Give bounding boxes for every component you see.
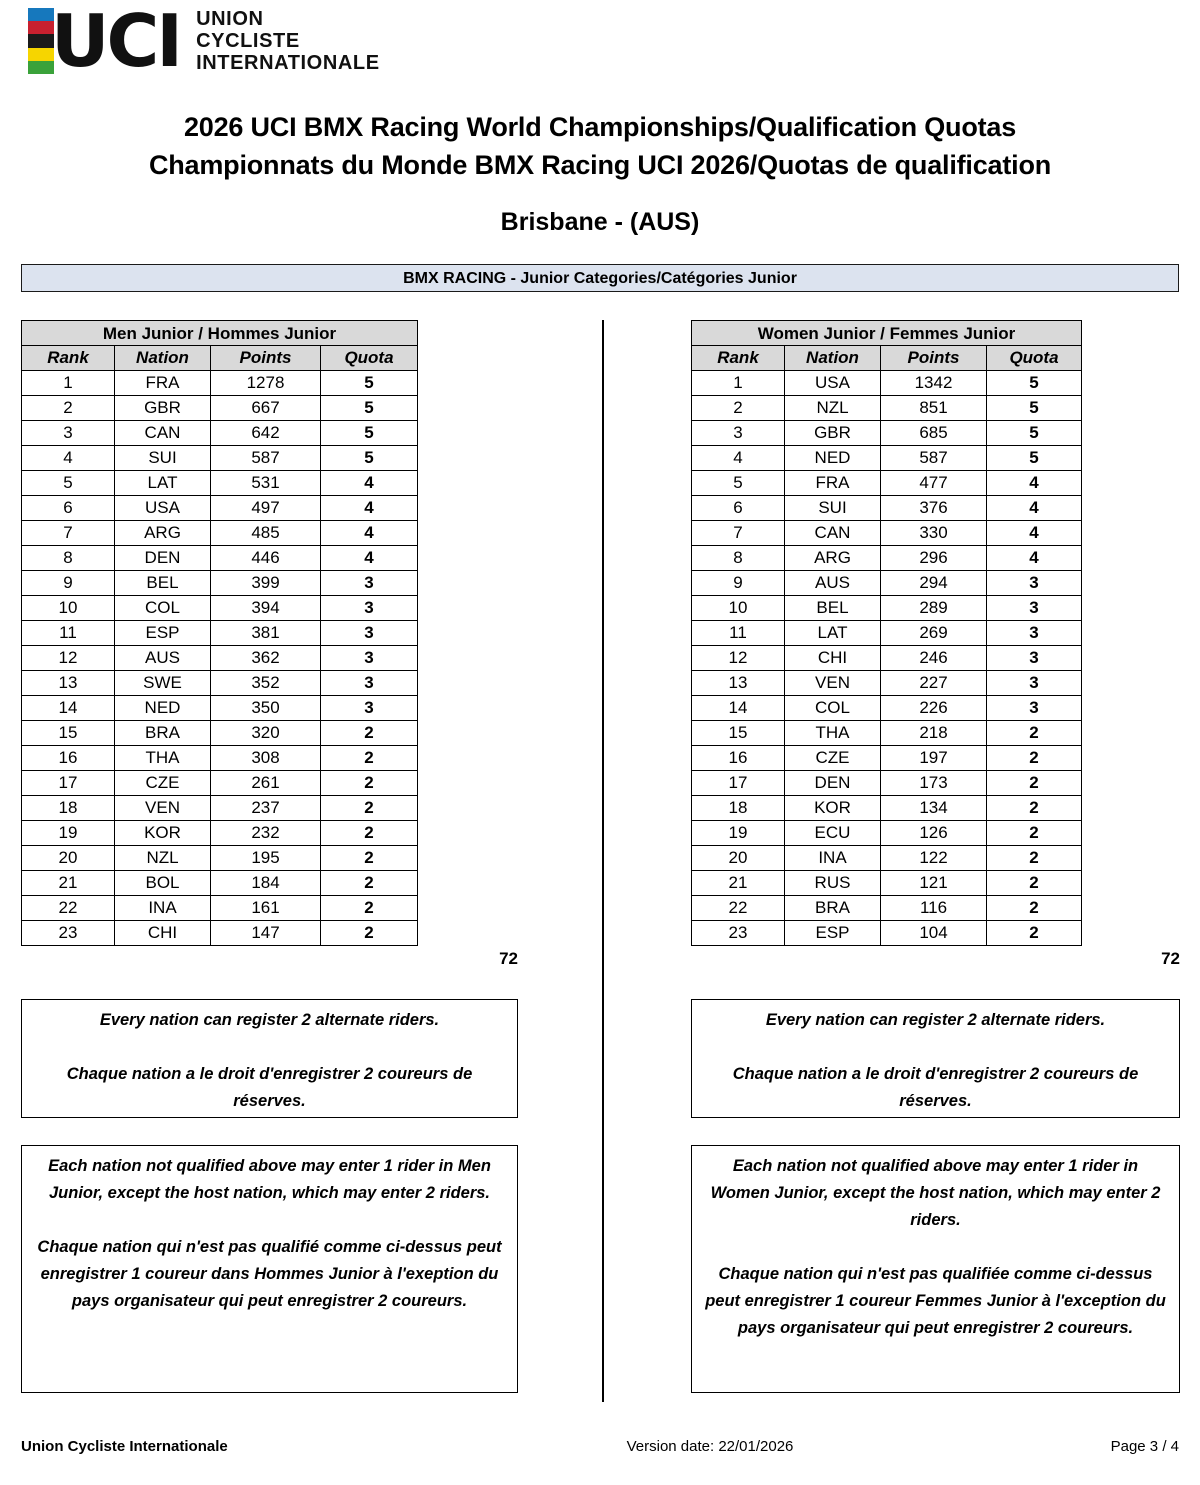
uci-logo-wordmark: [196, 8, 380, 74]
column-divider: [602, 320, 604, 1402]
cell-nation: SUI: [115, 446, 211, 471]
cell-points: 320: [211, 721, 321, 746]
cell-points: 237: [211, 796, 321, 821]
men-alternates-note: Every nation can register 2 alternate riders. Chaque nation a le droit d'enregistrer 2 coureurs de réserves.: [21, 999, 518, 1118]
cell-quota: 2: [987, 871, 1082, 896]
cell-nation: RUS: [785, 871, 881, 896]
cell-rank: 5: [22, 471, 115, 496]
spacer: [21, 972, 518, 999]
cell-quota: 2: [987, 771, 1082, 796]
table-row: [692, 721, 1082, 746]
table-row: [692, 646, 1082, 671]
table-row: [692, 896, 1082, 921]
cell-rank: 19: [692, 821, 785, 846]
cell-quota: 5: [987, 446, 1082, 471]
column-header-quota: Quota: [987, 346, 1082, 371]
cell-points: 308: [211, 746, 321, 771]
table-row: [22, 646, 418, 671]
cell-nation: GBR: [115, 396, 211, 421]
cell-rank: 8: [692, 546, 785, 571]
cell-quota: 2: [321, 921, 418, 946]
cell-points: 161: [211, 896, 321, 921]
table-row: [692, 671, 1082, 696]
table-row: [22, 571, 418, 596]
table-row: [22, 671, 418, 696]
cell-points: 376: [881, 496, 987, 521]
table-row: [22, 496, 418, 521]
uci-logo-mark: UCI: [51, 0, 181, 83]
title-line-french: Championnats du Monde BMX Racing UCI 2026/Quotas de qualification: [148, 150, 1052, 180]
table-row: [22, 721, 418, 746]
cell-nation: INA: [785, 846, 881, 871]
cell-quota: 5: [321, 446, 418, 471]
cell-points: 330: [881, 521, 987, 546]
table-row: [22, 846, 418, 871]
cell-quota: 2: [987, 721, 1082, 746]
uci-logo-word-internationale: INTERNATIONALE: [196, 52, 380, 74]
cell-quota: 2: [987, 796, 1082, 821]
cell-points: 477: [881, 471, 987, 496]
cell-nation: AUS: [115, 646, 211, 671]
cell-points: 296: [881, 546, 987, 571]
column-header-quota: Quota: [321, 346, 418, 371]
cell-points: 173: [881, 771, 987, 796]
cell-rank: 23: [22, 921, 115, 946]
cell-nation: DEN: [115, 546, 211, 571]
cell-points: 269: [881, 621, 987, 646]
cell-quota: 5: [321, 421, 418, 446]
cell-points: 134: [881, 796, 987, 821]
table-row: [692, 521, 1082, 546]
table-row: [22, 896, 418, 921]
venue-label: Brisbane - (AUS): [500, 208, 700, 236]
cell-nation: CZE: [115, 771, 211, 796]
cell-rank: 15: [22, 721, 115, 746]
cell-points: 362: [211, 646, 321, 671]
cell-quota: 4: [987, 521, 1082, 546]
cell-rank: 1: [692, 371, 785, 396]
cell-nation: KOR: [785, 796, 881, 821]
cell-points: 294: [881, 571, 987, 596]
table-header-row: [692, 346, 1082, 371]
cell-nation: ARG: [115, 521, 211, 546]
cell-nation: NED: [115, 696, 211, 721]
cell-nation: AUS: [785, 571, 881, 596]
footer-organisation: Union Cycliste Internationale: [21, 1438, 228, 1455]
table-row: [692, 846, 1082, 871]
cell-quota: 3: [987, 696, 1082, 721]
women-junior-table-caption: Women Junior / Femmes Junior: [691, 320, 1082, 345]
cell-rank: 7: [22, 521, 115, 546]
cell-rank: 6: [22, 496, 115, 521]
cell-nation: NED: [785, 446, 881, 471]
table-row: [22, 421, 418, 446]
uci-logo-word-union: UNION: [196, 8, 264, 30]
cell-points: 587: [211, 446, 321, 471]
section-banner: BMX RACING - Junior Categories/Catégories Junior: [21, 264, 1179, 292]
cell-quota: 2: [987, 746, 1082, 771]
cell-nation: LAT: [115, 471, 211, 496]
cell-quota: 2: [321, 796, 418, 821]
cell-nation: KOR: [115, 821, 211, 846]
cell-points: 1342: [881, 371, 987, 396]
cell-rank: 22: [692, 896, 785, 921]
cell-rank: 6: [692, 496, 785, 521]
cell-points: 147: [211, 921, 321, 946]
table-row: [692, 371, 1082, 396]
women-junior-quota-total: 72: [1161, 949, 1180, 968]
cell-quota: 4: [321, 471, 418, 496]
table-row: [692, 571, 1082, 596]
cell-rank: 2: [692, 396, 785, 421]
cell-nation: BEL: [115, 571, 211, 596]
table-row: [692, 821, 1082, 846]
cell-rank: 15: [692, 721, 785, 746]
column-header-nation: Nation: [115, 346, 211, 371]
cell-rank: 13: [692, 671, 785, 696]
cell-rank: 21: [692, 871, 785, 896]
cell-quota: 3: [987, 671, 1082, 696]
table-row: [22, 596, 418, 621]
cell-quota: 4: [321, 546, 418, 571]
uci-logo-word-cycliste: CYCLISTE: [196, 30, 300, 52]
cell-points: 184: [211, 871, 321, 896]
cell-points: 352: [211, 671, 321, 696]
cell-quota: 2: [321, 746, 418, 771]
women-junior-table-body: [692, 371, 1082, 946]
cell-quota: 5: [987, 396, 1082, 421]
men-junior-quota-total: 72: [499, 949, 518, 968]
table-row: [692, 746, 1082, 771]
cell-rank: 19: [22, 821, 115, 846]
table-row: [692, 421, 1082, 446]
footer-version-date: Version date: 22/01/2026: [626, 1438, 794, 1455]
cell-quota: 3: [321, 696, 418, 721]
cell-rank: 4: [22, 446, 115, 471]
cell-nation: USA: [785, 371, 881, 396]
table-row: [22, 521, 418, 546]
cell-nation: THA: [785, 721, 881, 746]
cell-rank: 12: [22, 646, 115, 671]
cell-nation: NZL: [785, 396, 881, 421]
cell-rank: 7: [692, 521, 785, 546]
cell-quota: 3: [987, 571, 1082, 596]
cell-rank: 9: [22, 571, 115, 596]
cell-rank: 3: [692, 421, 785, 446]
cell-rank: 10: [22, 596, 115, 621]
cell-points: 497: [211, 496, 321, 521]
cell-nation: COL: [785, 696, 881, 721]
cell-nation: CHI: [785, 646, 881, 671]
cell-rank: 20: [22, 846, 115, 871]
cell-rank: 3: [22, 421, 115, 446]
cell-points: 226: [881, 696, 987, 721]
cell-nation: USA: [115, 496, 211, 521]
cell-nation: BRA: [785, 896, 881, 921]
cell-quota: 4: [987, 471, 1082, 496]
cell-quota: 2: [321, 871, 418, 896]
column-header-rank: Rank: [22, 346, 115, 371]
cell-points: 851: [881, 396, 987, 421]
table-row: [22, 621, 418, 646]
table-row: [692, 396, 1082, 421]
table-row: [692, 496, 1082, 521]
title-line-english: 2026 UCI BMX Racing World Championships/Qualification Quotas: [183, 112, 1017, 142]
cell-points: 261: [211, 771, 321, 796]
women-junior-quota-table: [691, 320, 1082, 946]
women-junior-panel: [691, 320, 1180, 1393]
cell-quota: 2: [321, 846, 418, 871]
cell-rank: 16: [22, 746, 115, 771]
cell-nation: FRA: [785, 471, 881, 496]
cell-nation: CZE: [785, 746, 881, 771]
cell-points: 394: [211, 596, 321, 621]
cell-quota: 3: [987, 621, 1082, 646]
cell-rank: 18: [22, 796, 115, 821]
cell-quota: 5: [987, 371, 1082, 396]
cell-nation: THA: [115, 746, 211, 771]
table-row: [692, 771, 1082, 796]
column-header-points: Points: [211, 346, 321, 371]
table-row: [692, 696, 1082, 721]
cell-quota: 5: [321, 371, 418, 396]
men-entries-note: Each nation not qualified above may enter 1 rider in Men Junior, except the host nation, which may enter 2 riders. Chaque nation qui n'est pas qualifié comme ci-dessus peut enregistrer 1 coureur dans Hommes Junior à l'exeption du pays organisateur qui peut enregistrer 2 coureurs.: [21, 1145, 518, 1393]
cell-quota: 3: [987, 596, 1082, 621]
spacer: [691, 1118, 1180, 1145]
cell-quota: 3: [321, 621, 418, 646]
column-header-rank: Rank: [692, 346, 785, 371]
table-row: [22, 921, 418, 946]
women-alternates-note: Every nation can register 2 alternate riders. Chaque nation a le droit d'enregistrer 2 coureurs de réserves.: [691, 999, 1180, 1118]
document-title: [0, 108, 1200, 184]
cell-rank: 2: [22, 396, 115, 421]
men-junior-quota-table: [21, 320, 418, 946]
cell-points: 126: [881, 821, 987, 846]
table-row: [22, 796, 418, 821]
table-row: [22, 696, 418, 721]
cell-points: 195: [211, 846, 321, 871]
cell-quota: 2: [321, 821, 418, 846]
cell-nation: CAN: [115, 421, 211, 446]
table-row: [692, 596, 1082, 621]
cell-points: 381: [211, 621, 321, 646]
cell-rank: 21: [22, 871, 115, 896]
cell-nation: DEN: [785, 771, 881, 796]
table-row: [22, 471, 418, 496]
table-row: [22, 821, 418, 846]
cell-quota: 3: [321, 596, 418, 621]
cell-quota: 2: [987, 921, 1082, 946]
cell-points: 350: [211, 696, 321, 721]
cell-points: 667: [211, 396, 321, 421]
cell-points: 1278: [211, 371, 321, 396]
cell-nation: GBR: [785, 421, 881, 446]
cell-points: 642: [211, 421, 321, 446]
cell-quota: 4: [321, 496, 418, 521]
cell-rank: 14: [22, 696, 115, 721]
cell-rank: 5: [692, 471, 785, 496]
table-row: [22, 396, 418, 421]
cell-quota: 4: [321, 521, 418, 546]
cell-rank: 12: [692, 646, 785, 671]
men-junior-table-caption: Men Junior / Hommes Junior: [21, 320, 418, 345]
spacer: [691, 972, 1180, 999]
cell-points: 116: [881, 896, 987, 921]
table-row: [692, 871, 1082, 896]
table-row: [22, 771, 418, 796]
cell-points: 122: [881, 846, 987, 871]
table-row: [692, 796, 1082, 821]
cell-nation: ESP: [785, 921, 881, 946]
cell-points: 446: [211, 546, 321, 571]
table-row: [22, 746, 418, 771]
cell-points: 197: [881, 746, 987, 771]
spacer: [21, 1118, 518, 1145]
cell-rank: 4: [692, 446, 785, 471]
table-row: [22, 371, 418, 396]
cell-points: 485: [211, 521, 321, 546]
table-row: [692, 921, 1082, 946]
cell-quota: 3: [987, 646, 1082, 671]
cell-nation: SUI: [785, 496, 881, 521]
cell-nation: VEN: [115, 796, 211, 821]
cell-quota: 3: [321, 671, 418, 696]
cell-nation: INA: [115, 896, 211, 921]
cell-rank: 18: [692, 796, 785, 821]
cell-rank: 23: [692, 921, 785, 946]
cell-rank: 17: [22, 771, 115, 796]
cell-quota: 5: [321, 396, 418, 421]
table-row: [692, 446, 1082, 471]
cell-rank: 9: [692, 571, 785, 596]
cell-quota: 2: [987, 821, 1082, 846]
cell-nation: NZL: [115, 846, 211, 871]
footer-page-number: Page 3 / 4: [1110, 1438, 1179, 1455]
cell-rank: 22: [22, 896, 115, 921]
cell-quota: 4: [987, 496, 1082, 521]
cell-points: 121: [881, 871, 987, 896]
cell-nation: COL: [115, 596, 211, 621]
cell-points: 232: [211, 821, 321, 846]
uci-logo: [28, 0, 380, 83]
table-row: [692, 621, 1082, 646]
cell-rank: 10: [692, 596, 785, 621]
cell-quota: 2: [987, 896, 1082, 921]
cell-rank: 16: [692, 746, 785, 771]
cell-rank: 20: [692, 846, 785, 871]
table-row: [692, 546, 1082, 571]
table-row: [22, 446, 418, 471]
column-header-points: Points: [881, 346, 987, 371]
cell-nation: CHI: [115, 921, 211, 946]
cell-rank: 11: [692, 621, 785, 646]
cell-quota: 4: [987, 546, 1082, 571]
cell-rank: 11: [22, 621, 115, 646]
cell-nation: SWE: [115, 671, 211, 696]
men-junior-panel: [21, 320, 518, 1393]
cell-quota: 3: [321, 571, 418, 596]
cell-points: 227: [881, 671, 987, 696]
cell-nation: ESP: [115, 621, 211, 646]
women-entries-note: Each nation not qualified above may enter 1 rider in Women Junior, except the host nation, which may enter 2 riders. Chaque nation qui n'est pas qualifiée comme ci-dessus peut enregistrer 1 coureur Femmes Junior à l'exception du pays organisateur qui peut enregistrer 2 coureurs.: [691, 1145, 1180, 1393]
cell-quota: 5: [987, 421, 1082, 446]
cell-nation: BRA: [115, 721, 211, 746]
cell-points: 246: [881, 646, 987, 671]
table-row: [22, 546, 418, 571]
cell-nation: LAT: [785, 621, 881, 646]
cell-quota: 2: [987, 846, 1082, 871]
table-header-row: [22, 346, 418, 371]
cell-rank: 17: [692, 771, 785, 796]
cell-quota: 2: [321, 896, 418, 921]
cell-nation: BOL: [115, 871, 211, 896]
cell-points: 531: [211, 471, 321, 496]
cell-points: 289: [881, 596, 987, 621]
cell-nation: ECU: [785, 821, 881, 846]
cell-quota: 2: [321, 721, 418, 746]
page-footer: [21, 1438, 1179, 1455]
column-header-nation: Nation: [785, 346, 881, 371]
cell-quota: 2: [321, 771, 418, 796]
cell-points: 218: [881, 721, 987, 746]
cell-rank: 8: [22, 546, 115, 571]
cell-rank: 13: [22, 671, 115, 696]
cell-points: 685: [881, 421, 987, 446]
cell-nation: VEN: [785, 671, 881, 696]
cell-nation: BEL: [785, 596, 881, 621]
cell-points: 104: [881, 921, 987, 946]
cell-nation: ARG: [785, 546, 881, 571]
men-junior-table-body: [22, 371, 418, 946]
cell-nation: CAN: [785, 521, 881, 546]
cell-rank: 14: [692, 696, 785, 721]
cell-nation: FRA: [115, 371, 211, 396]
table-row: [692, 471, 1082, 496]
cell-points: 399: [211, 571, 321, 596]
table-row: [22, 871, 418, 896]
cell-quota: 3: [321, 646, 418, 671]
cell-points: 587: [881, 446, 987, 471]
cell-rank: 1: [22, 371, 115, 396]
